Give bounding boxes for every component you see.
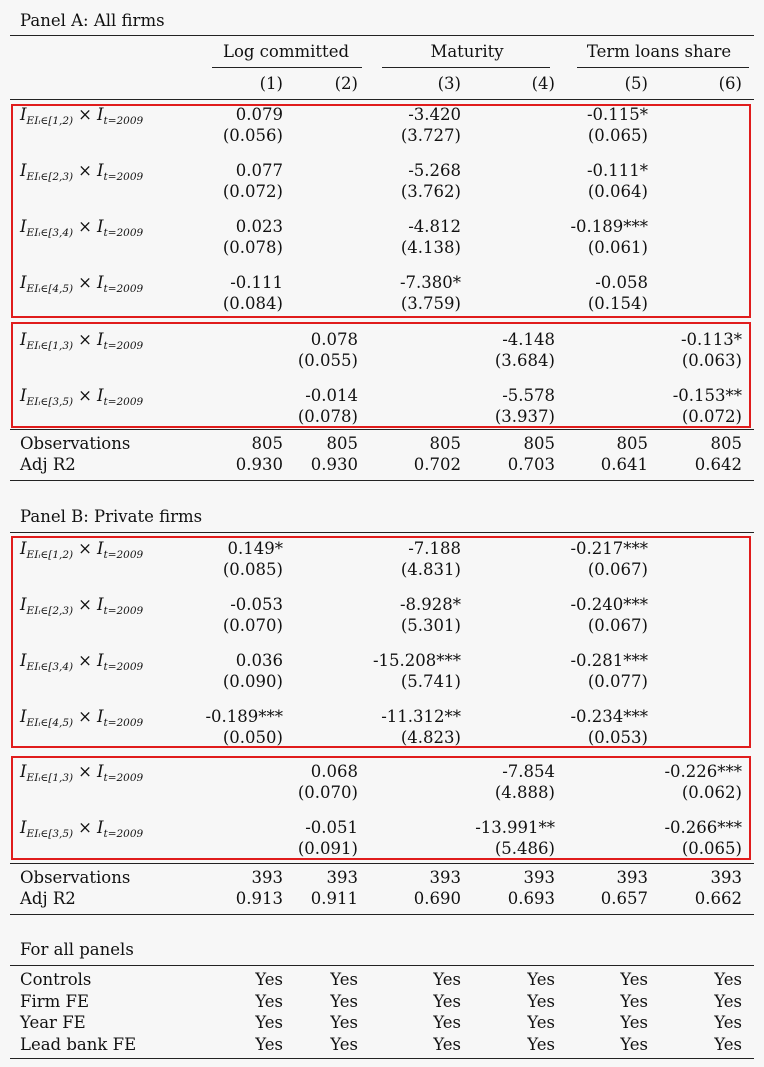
stat-value: Yes [527,1034,555,1054]
stat-value: 0.930 [310,455,358,474]
stat-value: 393 [326,868,358,887]
se-c3: (3.727) [400,126,461,145]
coef-c5: -0.111* [586,161,648,180]
variable-label: $I_{EIᵢ\in[2,3)} \times I_{t=2009}$ [20,595,144,617]
stat-value: 805 [523,434,555,453]
stat-value: 805 [429,434,461,453]
variable-label: $I_{EIᵢ\in[3,4)} \times I_{t=2009}$ [20,651,144,673]
se-c3: (3.762) [400,182,461,201]
se-c2: (0.055) [297,351,358,370]
stat-value: Yes [714,970,742,989]
stat-value: 393 [251,868,283,887]
panel-end-rule [10,480,754,481]
coef-c1: 0.079 [235,105,283,124]
se-c2: (0.091) [297,839,358,858]
variable-label: $I_{EIᵢ\in[4,5)} \times I_{t=2009}$ [20,707,144,729]
se-c4: (3.937) [494,407,555,426]
coef-c2: -0.014 [305,386,358,405]
coef-c5: -0.281*** [570,651,648,670]
stat-value: Yes [255,1013,283,1032]
se-c6: (0.063) [681,351,742,370]
column-number: (5) [624,74,648,93]
coef-c2: -0.051 [305,818,358,837]
stat-label: Adj R2 [20,455,76,474]
se-c6: (0.065) [681,839,742,858]
column-number: (2) [334,74,358,93]
coef-c1: -0.111 [230,273,283,292]
variable-label: $I_{EIᵢ\in[1,2)} \times I_{t=2009}$ [20,539,144,561]
coef-c5: -0.115* [586,105,648,124]
panel-a-title: Panel A: All firms [20,11,165,30]
stat-value: Yes [330,991,358,1011]
se-c6: (0.072) [681,407,742,426]
variable-label: $I_{EIᵢ\in[2,3)} \times I_{t=2009}$ [20,161,144,183]
stat-value: Yes [433,970,461,989]
stat-value: 0.703 [507,455,555,474]
group-header: Log committed [222,42,350,61]
variable-label: $I_{EIᵢ\in[4,5)} \times I_{t=2009}$ [20,273,144,295]
group-header: Term loans share [586,42,732,61]
all-panels-rule [10,965,754,966]
stat-value: Yes [255,1034,283,1054]
stat-value: 805 [326,434,358,453]
coef-c1: -0.189*** [205,707,283,726]
stat-value: 393 [710,868,742,887]
stat-value: Yes [433,1034,461,1054]
stat-value: Yes [620,991,648,1011]
stat-value: Yes [527,991,555,1011]
variable-label: $I_{EIᵢ\in[3,4)} \times I_{t=2009}$ [20,217,144,239]
coef-c4: -5.578 [502,386,555,405]
coef-c4: -7.854 [502,762,555,781]
coef-c3: -8.928* [399,595,461,614]
stats-rule [10,863,754,864]
coef-c1: 0.149* [227,539,283,558]
stats-rule [10,429,754,430]
stat-value: Yes [527,970,555,989]
stat-label: Adj R2 [20,889,76,908]
stat-value: 0.657 [600,889,648,908]
stat-value: 393 [523,868,555,887]
variable-label: $I_{EIᵢ\in[3,5)} \times I_{t=2009}$ [20,386,144,408]
se-c5: (0.077) [587,672,648,691]
coef-c6: -0.226*** [664,762,742,781]
coef-c1: -0.053 [230,595,283,614]
coef-c6: -0.266*** [664,818,742,837]
coef-c3: -4.812 [408,217,461,236]
stat-label: Observations [20,434,131,453]
stat-value: 0.662 [694,889,742,908]
stat-value: Yes [255,991,283,1011]
bottom-rule [10,1058,754,1059]
coef-c1: 0.023 [235,217,283,236]
stat-value: Yes [433,1013,461,1032]
se-c3: (4.831) [400,560,461,579]
variable-label: $I_{EIᵢ\in[1,2)} \times I_{t=2009}$ [20,105,144,127]
se-c5: (0.053) [587,728,648,747]
stat-value: Yes [255,970,283,989]
coef-c1: 0.036 [235,651,283,670]
coef-c5: -0.058 [595,273,648,292]
column-number: (6) [718,74,742,93]
stat-value: 0.642 [694,455,742,474]
se-c5: (0.067) [587,616,648,635]
coef-c1: 0.077 [235,161,283,180]
coef-c4: -4.148 [502,330,555,349]
se-c4: (4.888) [494,783,555,802]
coef-c5: -0.189*** [570,217,648,236]
coef-c5: -0.234*** [570,707,648,726]
coef-c5: -0.240*** [570,595,648,614]
stat-label: Observations [20,868,131,887]
se-c1: (0.070) [222,616,283,635]
stat-value: 0.693 [507,889,555,908]
stat-label: Controls [20,970,92,989]
se-c1: (0.056) [222,126,283,145]
panel-b-rule [10,532,754,533]
coef-c4: -13.991** [475,818,555,837]
stat-value: Yes [330,970,358,989]
se-c3: (5.301) [400,616,461,635]
stat-value: 805 [616,434,648,453]
se-c4: (5.486) [494,839,555,858]
se-c1: (0.078) [222,238,283,257]
column-number: (1) [259,74,283,93]
se-c1: (0.050) [222,728,283,747]
group-header: Maturity [430,42,504,61]
stat-label: Lead bank FE [20,1034,137,1054]
stat-value: Yes [620,1013,648,1032]
se-c4: (3.684) [494,351,555,370]
stat-value: Yes [527,1013,555,1032]
stat-value: 0.930 [235,455,283,474]
panel-b-title: Panel B: Private firms [20,507,203,526]
se-c3: (3.759) [400,294,461,313]
stat-value: 393 [616,868,648,887]
se-c2: (0.078) [297,407,358,426]
se-c1: (0.072) [222,182,283,201]
se-c1: (0.084) [222,294,283,313]
stat-value: 0.702 [413,455,461,474]
panel-end-rule [10,914,754,915]
stat-value: Yes [433,991,461,1011]
se-c5: (0.065) [587,126,648,145]
coef-c3: -11.312** [381,707,461,726]
group-underline [212,67,362,68]
coef-c3: -7.380* [399,273,461,292]
stat-value: Yes [620,970,648,989]
se-c5: (0.064) [587,182,648,201]
coef-c5: -0.217*** [570,539,648,558]
stat-value: 0.913 [235,889,283,908]
top-rule [10,35,754,36]
coef-c3: -15.208*** [372,651,461,670]
se-c1: (0.085) [222,560,283,579]
se-c6: (0.062) [681,783,742,802]
se-c3: (5.741) [400,672,461,691]
variable-label: $I_{EIᵢ\in[1,3)} \times I_{t=2009}$ [20,762,144,784]
se-c3: (4.823) [400,728,461,747]
coef-c3: -5.268 [408,161,461,180]
stat-value: Yes [714,991,742,1011]
coef-c3: -7.188 [408,539,461,558]
stat-value: Yes [620,1034,648,1054]
column-number: (4) [531,74,555,93]
group-underline [382,67,550,68]
variable-label: $I_{EIᵢ\in[3,5)} \times I_{t=2009}$ [20,818,144,840]
stat-value: 0.911 [310,889,358,908]
stat-value: 393 [429,868,461,887]
se-c1: (0.090) [222,672,283,691]
header-rule [10,99,754,100]
all-panels-title: For all panels [20,940,134,959]
se-c5: (0.067) [587,560,648,579]
stat-value: 0.690 [413,889,461,908]
stat-label: Firm FE [20,991,89,1011]
stat-value: 805 [710,434,742,453]
stat-value: Yes [330,1034,358,1054]
coef-c6: -0.153** [672,386,742,405]
stat-label: Year FE [20,1013,86,1032]
variable-label: $I_{EIᵢ\in[1,3)} \times I_{t=2009}$ [20,330,144,352]
se-c3: (4.138) [400,238,461,257]
stat-value: Yes [330,1013,358,1032]
stat-value: 0.641 [600,455,648,474]
se-c5: (0.154) [587,294,648,313]
coef-c6: -0.113* [680,330,742,349]
stat-value: Yes [714,1034,742,1054]
coef-c2: 0.078 [310,330,358,349]
coef-c2: 0.068 [310,762,358,781]
se-c5: (0.061) [587,238,648,257]
column-number: (3) [437,74,461,93]
group-underline [577,67,749,68]
stat-value: 805 [251,434,283,453]
stat-value: Yes [714,1013,742,1032]
coef-c3: -3.420 [408,105,461,124]
se-c2: (0.070) [297,783,358,802]
